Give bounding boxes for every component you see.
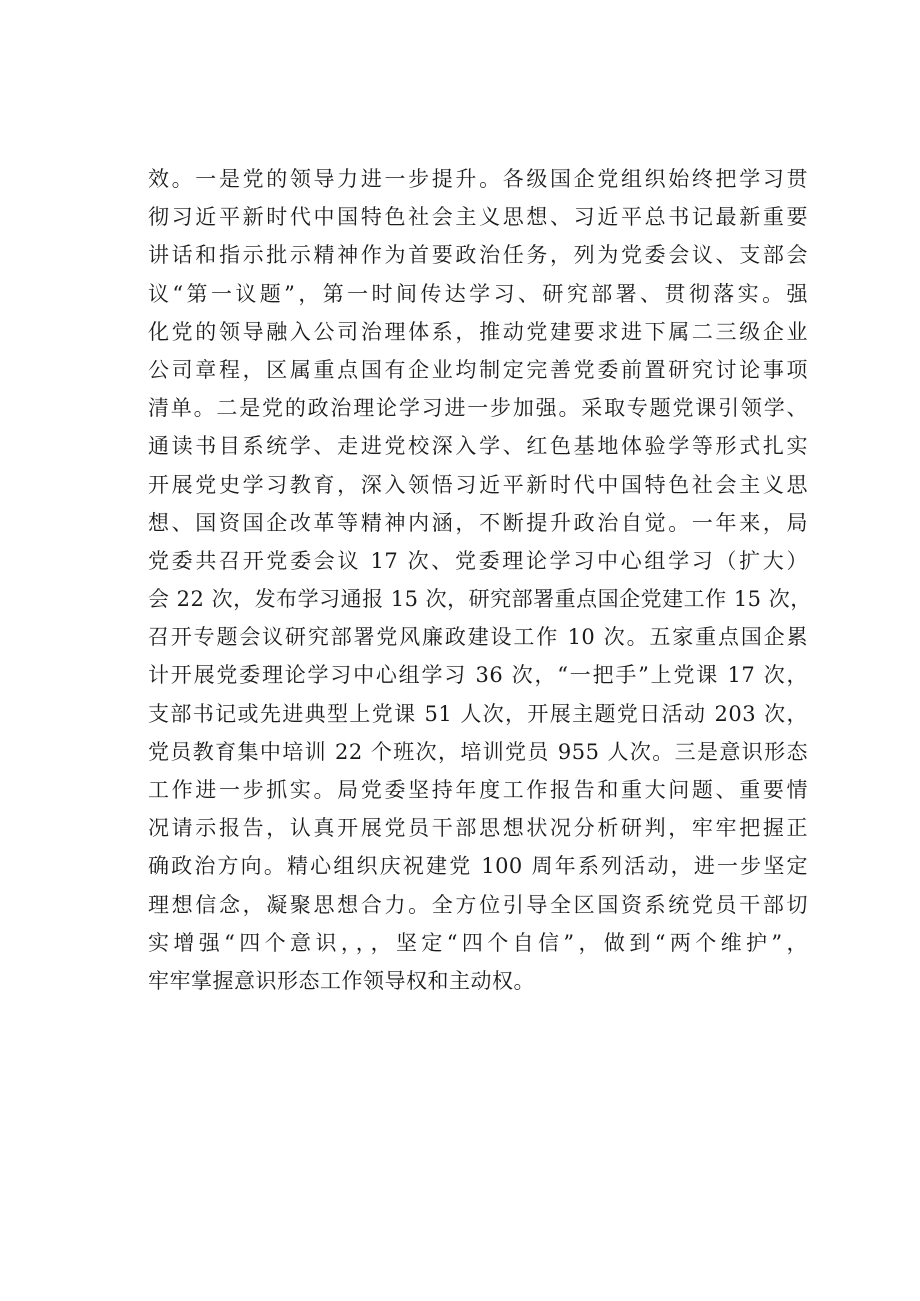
text-line: 议“第一议题”，第一时间传达学习、研究部署、贯彻落实。强 <box>148 281 808 306</box>
text-line: 想、国资国企改革等精神内涵，不断提升政治自觉。一年来，局 <box>148 510 808 535</box>
text-line: 讲话和指示批示精神作为首要政治任务，列为党委会议、支部会 <box>148 243 808 268</box>
text-line: 党员教育集中培训 22 个班次，培训党员 955 人次。三是意识形态 <box>148 739 808 764</box>
text-line: 况请示报告，认真开展党员干部思想状况分析研判，牢牢把握正 <box>148 816 808 841</box>
text-line: 确政治方向。精心组织庆祝建党 100 周年系列活动，进一步坚定 <box>148 854 808 879</box>
text-line: 支部书记或先进典型上党课 51 人次，开展主题党日活动 203 次， <box>148 701 808 726</box>
text-line: 开展党史学习教育，深入领悟习近平新时代中国特色社会主义思 <box>148 472 808 497</box>
text-line: 清单。二是党的政治理论学习进一步加强。采取专题党课引领学、 <box>148 396 808 421</box>
text-line: 效。一是党的领导力进一步提升。各级国企党组织始终把学习贯 <box>148 167 808 191</box>
body-paragraph <box>148 160 812 1000</box>
text-line: 召开专题会议研究部署党风廉政建设工作 10 次。五家重点国企累 <box>148 625 808 650</box>
text-line: 通读书目系统学、走进党校深入学、红色基地体验学等形式扎实 <box>148 434 808 459</box>
text-line: 公司章程，区属重点国有企业均制定完善党委前置研究讨论事项 <box>148 357 808 382</box>
text-line: 彻习近平新时代中国特色社会主义思想、习近平总书记最新重要 <box>148 205 808 230</box>
text-line: 会 22 次，发布学习通报 15 次，研究部署重点国企党建工作 15 次， <box>148 587 812 612</box>
text-line: 计开展党委理论学习中心组学习 36 次，“一把手”上党课 17 次， <box>148 663 808 688</box>
text-line: 理想信念，凝聚思想合力。全方位引导全区国资系统党员干部切 <box>148 892 808 917</box>
text-line: 党委共召开党委会议 17 次、党委理论学习中心组学习（扩大） <box>148 548 808 573</box>
text-line: 工作进一步抓实。局党委坚持年度工作报告和重大问题、重要情 <box>148 778 808 802</box>
text-line: 实增强“四个意识，，，坚定“四个自信”，做到“两个维护”， <box>148 930 808 955</box>
text-line: 化党的领导融入公司治理体系，推动党建要求进下属二三级企业 <box>148 319 808 344</box>
text-line: 牢牢掌握意识形态工作领导权和主动权。 <box>148 968 535 993</box>
